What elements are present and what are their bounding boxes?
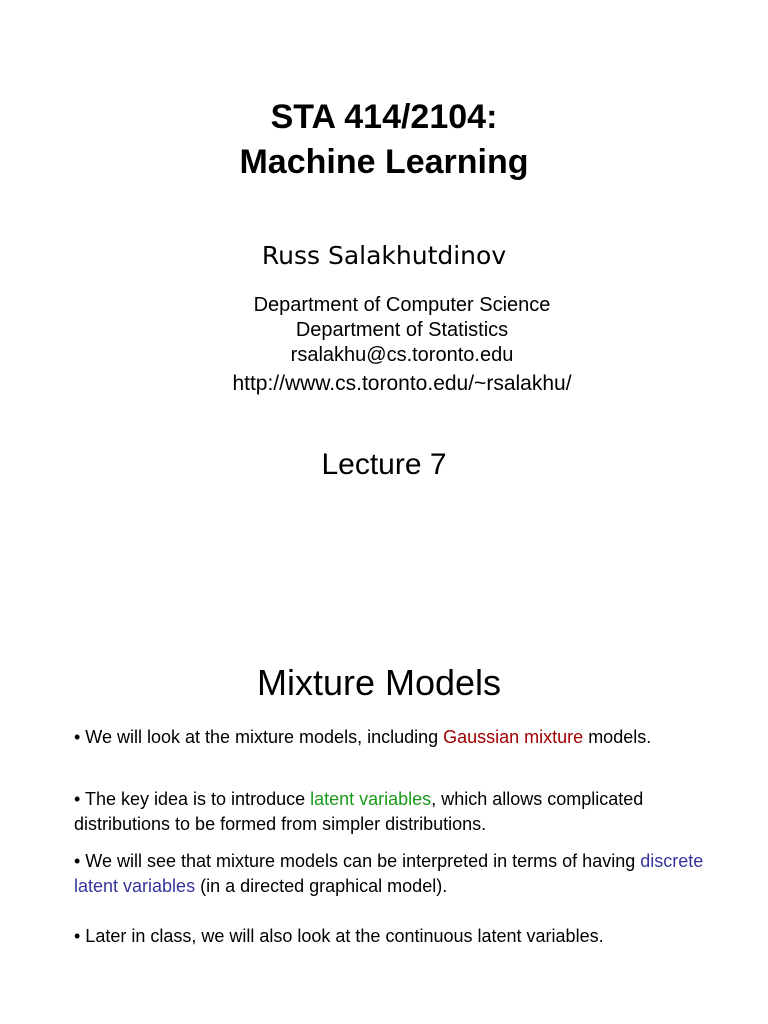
highlight-discrete-latent-variables: discrete latent variables — [74, 851, 704, 896]
bullet-text: • We will look at the mixture models, including — [74, 727, 444, 747]
bullet-text: , which allows complicated distributions to be formed from simpler distributions. — [74, 789, 644, 834]
homepage-url: http://www.cs.toronto.edu/~rsalakhu/ — [232, 372, 572, 395]
department-stats: Department of Statistics — [295, 319, 509, 341]
bullet-item: • Later in class, we will also look at the continuous latent variables. — [74, 926, 604, 946]
bullet-text: • The key idea is to introduce — [74, 789, 311, 809]
lecture-number: Lecture 7 — [321, 448, 447, 481]
email-address: rsalakhu@cs.toronto.edu — [290, 344, 514, 366]
bullet-item — [74, 787, 734, 837]
bullet-text: (in a directed graphical model). — [195, 876, 448, 896]
course-name-title: Machine Learning — [239, 143, 529, 181]
highlight-latent-variables: latent variables — [310, 789, 432, 809]
section-title: Mixture Models — [256, 662, 502, 703]
highlight-gaussian-mixture: Gaussian mixture — [443, 727, 584, 747]
bullet-item — [74, 725, 734, 750]
bullet-text: models. — [583, 727, 652, 747]
bullet-text: • We will see that mixture models can be interpreted in terms of having — [74, 851, 641, 871]
bullet-item — [74, 849, 734, 899]
author-name: Russ Salakhutdinov — [261, 241, 507, 270]
department-cs: Department of Computer Science — [253, 294, 551, 316]
course-code-title: STA 414/2104: — [270, 98, 498, 136]
